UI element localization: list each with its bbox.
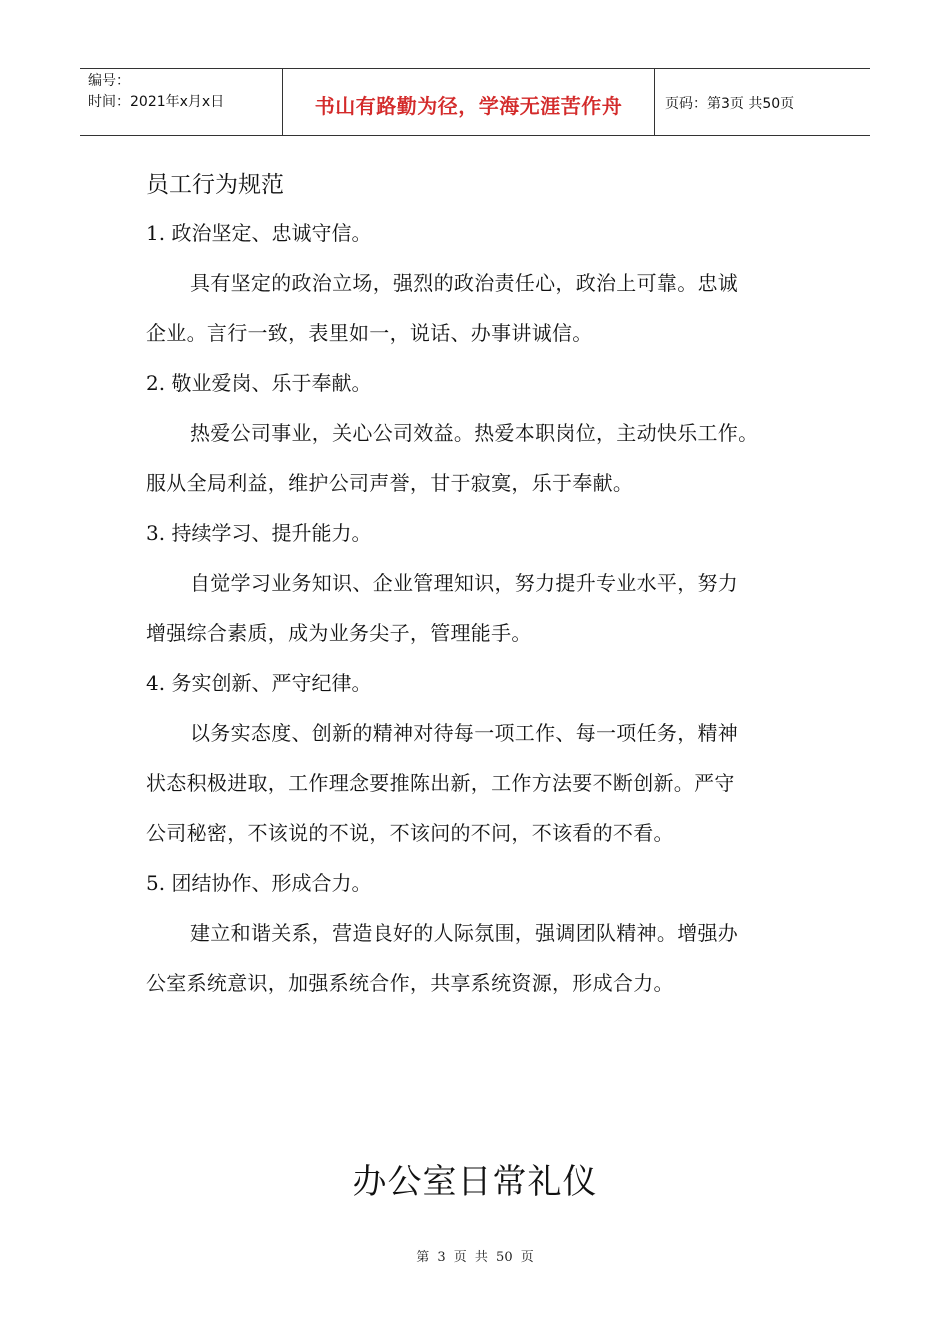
- header-motto: 书山有路勤为径，学海无涯苦作舟: [282, 69, 655, 135]
- paragraph-line: 具有坚定的政治立场，强烈的政治责任心，政治上可靠。忠诚: [190, 271, 739, 295]
- header-number-label: 编号：: [88, 73, 130, 89]
- paragraph-line: 状态积极进取，工作理念要推陈出新，工作方法要不断创新。严守: [146, 771, 735, 795]
- document-body: [146, 208, 826, 1008]
- header-meta: [80, 69, 282, 135]
- section-heading: 2. 敬业爱岗、乐于奉献。: [146, 371, 372, 395]
- paragraph-line: 增强综合素质，成为业务尖子，管理能手。: [146, 621, 532, 645]
- next-section-title: 办公室日常礼仪: [352, 1162, 598, 1202]
- header-page-label: 页码：第3页 共50页: [665, 96, 795, 112]
- page-footer: 第 3 页 共 50 页: [416, 1250, 534, 1265]
- section-heading: 1. 政治坚定、忠诚守信。: [146, 221, 372, 245]
- page-header: [80, 68, 870, 136]
- paragraph-line: 建立和谐关系，营造良好的人际氛围，强调团队精神。增强办: [190, 921, 739, 945]
- section-paragraph: [146, 708, 826, 858]
- paragraph-line: 公室系统意识，加强系统合作，共享系统资源，形成合力。: [146, 971, 674, 995]
- paragraph-line: 以务实态度、创新的精神对待每一项工作、每一项任务，精神: [190, 721, 739, 745]
- section-paragraph: [146, 408, 826, 508]
- section-heading: 3. 持续学习、提升能力。: [146, 521, 372, 545]
- paragraph-line: 自觉学习业务知识、企业管理知识，努力提升专业水平，努力: [190, 571, 739, 595]
- paragraph-line: 热爱公司事业，关心公司效益。热爱本职岗位，主动快乐工作。: [190, 421, 759, 445]
- paragraph-line: 企业。言行一致，表里如一，说话、办事讲诚信。: [146, 321, 593, 345]
- paragraph-line: 服从全局利益，维护公司声誉，甘于寂寞，乐于奉献。: [146, 471, 634, 495]
- section-paragraph: [146, 908, 826, 1008]
- section-heading: 5. 团结协作、形成合力。: [146, 871, 372, 895]
- section-paragraph: [146, 558, 826, 658]
- document-title: 员工行为规范: [146, 172, 284, 198]
- section-paragraph: [146, 258, 826, 358]
- paragraph-line: 公司秘密，不该说的不说，不该问的不问，不该看的不看。: [146, 821, 674, 845]
- header-date-label: 时间：2021年x月x日: [88, 94, 225, 110]
- section-heading: 4. 务实创新、严守纪律。: [146, 671, 372, 695]
